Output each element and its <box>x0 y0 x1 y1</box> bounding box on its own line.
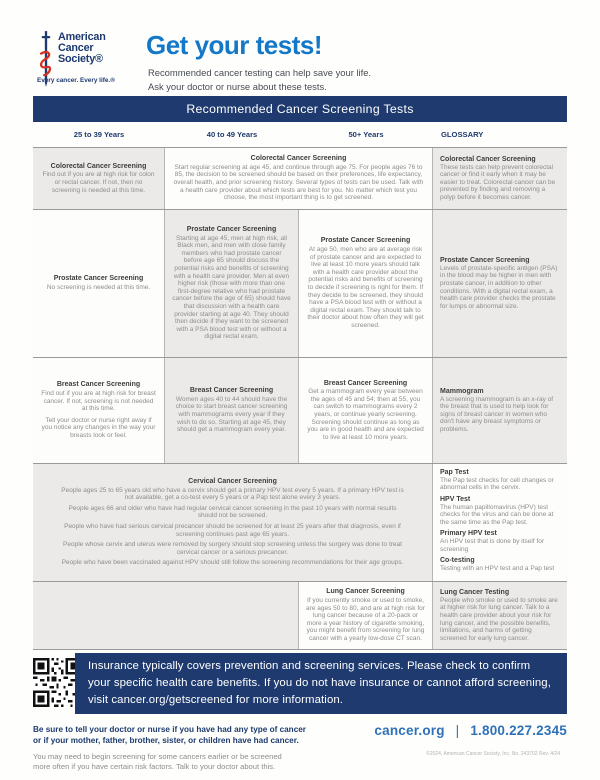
copyright-fine-print: ©2024, American Cancer Society, Inc. No. 243702 Rev. 4/24 <box>426 751 560 757</box>
glossary-term: Mammogram <box>440 387 484 395</box>
cell-title: Breast Cancer Screening <box>323 379 408 387</box>
column-header-row <box>33 122 567 148</box>
acs-tagline: Every cancer. Every life.® <box>37 77 115 84</box>
contact-separator: | <box>455 723 460 738</box>
footer-contact <box>374 723 567 738</box>
cell-text: Starting at age 45, men at high risk, all Black men, and men with close family members who had prostate cancer before age 65 should discuss the potential risks and benefits of screening with a health care provider. Men at even higher risk (those with more than one first-degree relative who had prostate cancer before the age of 65) should have that discussion with a health care provider starting at age 40. They should then decide if they want to be screened with a PSA blood test with or without a digital rectal exam. <box>172 234 291 341</box>
cell-title: Lung Cancer Screening <box>326 588 405 596</box>
glossary-term: Co-testing <box>440 557 475 565</box>
cell-text: Tell your doctor or nurse right away if you notice any changes in the way your breasts look or feel. <box>41 416 156 439</box>
cervical-all-ages-cell <box>33 464 433 581</box>
table-title-banner: Recommended Cancer Screening Tests <box>33 96 567 122</box>
insurance-text: Insurance typically covers prevention and screening services. Please check to confirm your specific health care benefits. If you do not have insurance or cannot afford screening, visit cancer.org/getscreened for more information. <box>88 660 551 706</box>
glossary-lung-cell <box>433 582 567 649</box>
footer-note-line: more often if you have certain risk factors. Talk to your doctor about this. <box>33 762 276 772</box>
cell-text: Women ages 40 to 44 should have the choice to start breast cancer screening with mammograms every year if they wish to do so. Starting at age 45, they should get a mammogram every year. <box>175 395 288 434</box>
footer-note-line: You may need to begin screening for some cancers earlier or be screened <box>33 752 282 761</box>
cell-text: At age 50, men who are at average risk of prostate cancer and are expected to live at least 10 more years should talk with a health care provider about the potential risks and benefits of screening to decide if screening is right for them. If they decide to be screened, they should have a PSA blood test with or without a digital rectal exam. They should talk to their doctor about how often they will get screened. <box>307 245 424 329</box>
glossary-term: HPV Test <box>440 495 471 503</box>
lung-50-plus-cell <box>299 582 433 649</box>
logo-line: Cancer <box>58 42 94 55</box>
glossary-term: Prostate Cancer Screening <box>440 256 530 264</box>
glossary-term: Primary HPV test <box>440 530 497 538</box>
colorectal-25-39-cell <box>33 148 165 209</box>
acs-logo-wordmark <box>58 32 106 65</box>
table-row-colorectal <box>33 148 567 210</box>
screening-table <box>33 122 567 650</box>
glossary-definition: A screening mammogram is an x-ray of the breast that is used to help look for signs of breast cancer in women who don't have any breast symptoms or problems. <box>440 395 554 433</box>
cell-text: People who have had serious cervical precancer should be screened for at least 25 years after that diagnosis, even if screening continues past age 65 years. <box>64 522 401 538</box>
prostate-50-plus-cell <box>299 210 433 357</box>
glossary-definition: An HPV test that is done by itself for screening <box>440 538 545 553</box>
column-header-50-plus: 50+ Years <box>348 130 384 139</box>
cell-text: No screening is needed at this time. <box>46 283 151 291</box>
phone-number: 1.800.227.2345 <box>470 723 567 738</box>
cell-text: People who have been vaccinated against HPV should still follow the screening recommendations for their age groups. <box>61 559 404 567</box>
footer-bold-line: or if your mother, father, brother, sister, or children have had cancer. <box>33 736 299 746</box>
breast-50-plus-cell <box>299 358 433 463</box>
table-row-prostate <box>33 210 567 358</box>
insurance-info-banner <box>75 653 567 714</box>
cell-title: Colorectal Cancer Screening <box>50 162 147 170</box>
cell-title: Prostate Cancer Screening <box>186 226 277 234</box>
table-row-breast <box>33 358 567 464</box>
glossary-definition: The Pap test checks for cell changes or abnormal cells in the cervix. <box>440 477 554 492</box>
cell-text: Find out if you are at high risk for colon or rectal cancer. If not, then no screening is needed at this time. <box>42 171 155 194</box>
cell-title: Prostate Cancer Screening <box>53 275 144 283</box>
page-subtitle <box>148 66 371 93</box>
glossary-definition: The human papillomavirus (HPV) test checks for the virus and can be done at the same time as the Pap test. <box>440 503 554 526</box>
glossary-cervical-tests-cell <box>433 464 567 581</box>
cell-text: If you currently smoke or used to smoke, are ages 50 to 80, and are at high risk for lung cancer because of a 20-pack or more a year history of cigarette smoking, you might benefit from screening for lung cancer with a yearly low-dose CT scan. <box>306 596 425 642</box>
glossary-prostate-cell <box>433 210 567 357</box>
glossary-definition: People who smoke or used to smoke are at higher risk for lung cancer. Talk to a health care provider about your risk for lung cancer, and the possible benefits, limitations, and harms of getting screened for early lung cancer. <box>440 596 558 642</box>
glossary-entry <box>440 496 560 526</box>
column-header-glossary: GLOSSARY <box>441 130 484 139</box>
subtitle-line: Recommended cancer testing can help save your life. <box>148 67 372 78</box>
column-header-40-49: 40 to 49 Years <box>206 130 258 139</box>
cell-text: People ages 25 to 65 years old who have a cervix should get a primary HPV test every 5 years. If a primary HPV test is not available, get a co-test every 5 years or a Pap test alone every 3 years. <box>61 486 404 502</box>
cell-text: People whose cervix and uterus were removed by surgery should stop screening unless the surgery was done to treat cervical cancer or a serious precancer. <box>63 541 402 556</box>
subtitle-line: Ask your doctor or nurse about these tests. <box>148 80 327 92</box>
breast-40-49-cell <box>165 358 299 463</box>
cell-text: Find out if you are at high risk for breast cancer. If not, screening is not needed at this time. <box>41 389 156 413</box>
prostate-25-39-cell <box>33 210 165 357</box>
glossary-entry <box>440 557 560 572</box>
glossary-entry <box>440 469 560 492</box>
cell-text: Start regular screening at age 45, and continue through age 75. For people ages 76 to 85, the decision to be screened should be based on their preferences, life expectancy, overall health, and prior screening history. Several types of tests can be used. Talk with a health care provider about which tests are best for you. No matter which test you choose, the most important thing is to get screened. <box>173 163 424 202</box>
footer-bold-line: Be sure to tell your doctor or nurse if you have had any type of cancer <box>33 725 306 734</box>
logo-line: Society® <box>58 53 103 66</box>
footer-family-history-note <box>33 724 306 746</box>
colorectal-40-plus-cell <box>165 148 433 209</box>
cell-text: Get a mammogram every year between the ages of 45 and 54; then at 55, you can switch to mammograms every 2 years, or continue yearly screening. Screening should continue as long as you are in good health and are expected to live at least 10 more years. <box>307 388 424 441</box>
cell-title: Breast Cancer Screening <box>189 387 274 395</box>
glossary-term: Colorectal Cancer Screening <box>440 155 536 163</box>
glossary-colorectal-cell <box>433 148 567 209</box>
cell-title: Colorectal Cancer Screening <box>250 155 347 163</box>
cell-text: People ages 66 and older who have had regular cervical cancer screening in the past 10 years with normal results should not be screened. <box>68 504 397 520</box>
glossary-definition: These tests can help prevent colorectal cancer or find it early when it may be easier to treat. Colorectal cancer can be prevented by finding and removing a polyp before it becomes cancer. <box>440 163 556 201</box>
cell-title: Breast Cancer Screening <box>56 381 141 389</box>
website-link: cancer.org <box>374 723 445 738</box>
glossary-mammogram-cell <box>433 358 567 463</box>
glossary-term: Pap Test <box>440 469 469 476</box>
glossary-entry <box>440 530 560 553</box>
prostate-40-49-cell <box>165 210 299 357</box>
table-row-lung <box>33 582 567 650</box>
footer-risk-factor-note <box>33 752 282 772</box>
page-title: Get your tests! <box>146 30 322 60</box>
logo-line: American <box>58 31 106 43</box>
column-header-25-39: 25 to 39 Years <box>73 130 125 139</box>
breast-25-39-cell <box>33 358 165 463</box>
cell-title: Prostate Cancer Screening <box>320 237 411 245</box>
glossary-definition: Levels of prostate-specific antigen (PSA) in the blood may be higher in men with prostate cancer, in addition to other conditions. With a digital rectal exam, a health care provider checks the prostate for lumps or abnormal size. <box>440 264 558 310</box>
glossary-term: Lung Cancer Testing <box>440 588 510 596</box>
cell-title: Cervical Cancer Screening <box>188 478 277 486</box>
lung-under-50-empty-cell <box>33 582 299 649</box>
table-row-cervical <box>33 464 567 582</box>
glossary-definition: Testing with an HPV test and a Pap test <box>440 565 555 573</box>
